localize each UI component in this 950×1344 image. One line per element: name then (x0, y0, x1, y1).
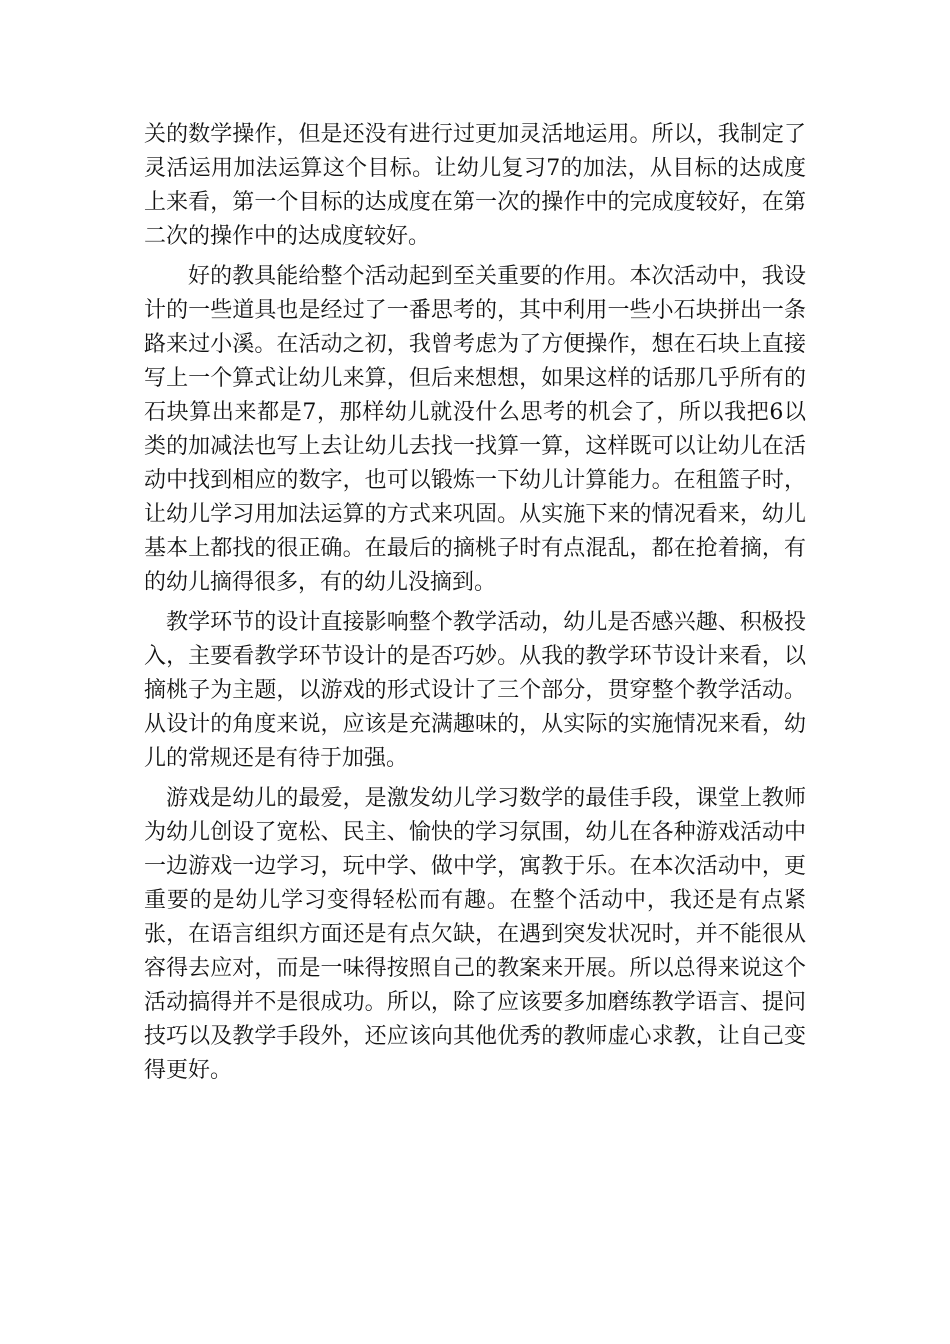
paragraph-1: 关的数学操作，但是还没有进行过更加灵活地运用。所以，我制定了灵活运用加法运算这个目标。让幼儿复习7的加法，从目标的达成度上来看，第一个目标的达成度在第一次的操作中的完成度较好，在第二次的操作中的达成度较好。 (144, 122, 806, 249)
document-body (144, 118, 806, 1094)
paragraph-4: 游戏是幼儿的最爱，是激发幼儿学习数学的最佳手段，课堂上教师为幼儿创设了宽松、民主、愉快的学习氛围，幼儿在各种游戏活动中一边游戏一边学习，玩中学、做中学，寓教于乐。在本次活动中，更重要的是幼儿学习变得轻松而有趣。在整个活动中，我还是有点紧张，在语言组织方面还是有点欠缺，在遇到突发状况时，并不能很从容得去应对，而是一味得按照自己的教案来开展。所以总得来说这个活动搞得并不是很成功。所以，除了应该要多加磨练教学语言、提问技巧以及教学手段外，还应该向其他优秀的教师虚心求教，让自己变得更好。 (144, 786, 806, 1083)
paragraph-2: 好的教具能给整个活动起到至关重要的作用。本次活动中，我设计的一些道具也是经过了一番思考的，其中利用一些小石块拼出一条路来过小溪。在活动之初，我曾考虑为了方便操作，想在石块上直接写上一个算式让幼儿来算，但后来想想，如果这样的话那几乎所有的石块算出来都是7，那样幼儿就没什么思考的机会了，所以我把6以类的加减法也写上去让幼儿去找一找算一算，这样既可以让幼儿在活动中找到相应的数字，也可以锻炼一下幼儿计算能力。在租篮子时，让幼儿学习用加法运算的方式来巩固。从实施下来的情况看来，幼儿基本上都找的很正确。在最后的摘桃子时有点混乱，都在抢着摘，有的幼儿摘得很多，有的幼儿没摘到。 (144, 264, 806, 595)
paragraph-3: 教学环节的设计直接影响整个教学活动，幼儿是否感兴趣、积极投入，主要看教学环节设计的是否巧妙。从我的教学环节设计来看，以摘桃子为主题，以游戏的形式设计了三个部分，贯穿整个教学活动。从设计的角度来说，应该是充满趣味的，从实际的实施情况来看，幼儿的常规还是有待于加强。 (144, 610, 806, 771)
